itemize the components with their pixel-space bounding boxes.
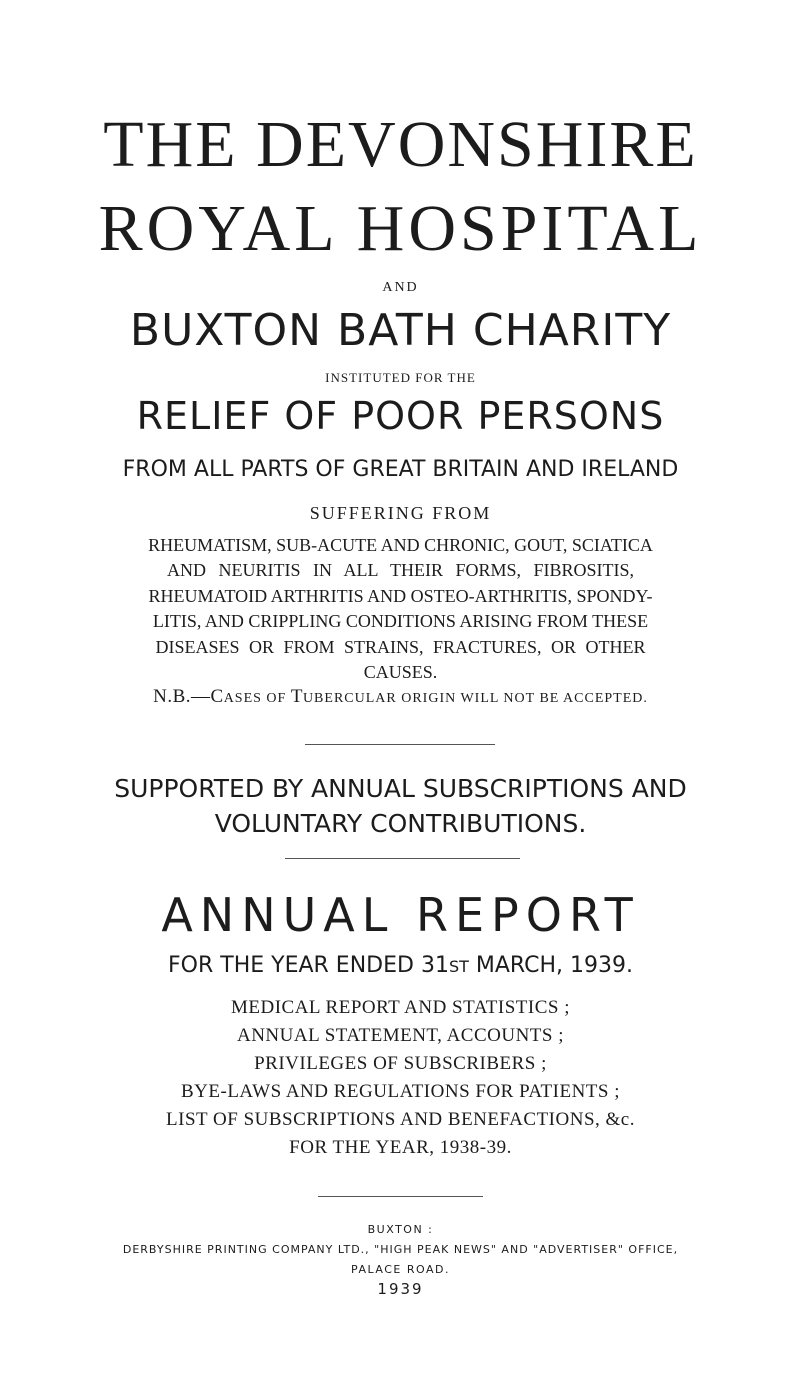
annual-report-heading: ANNUAL REPORT bbox=[161, 888, 640, 942]
and-word: AND bbox=[382, 280, 419, 295]
nb-note bbox=[0, 685, 801, 711]
year-ordinal-suffix: ST bbox=[448, 957, 469, 976]
year-text-end: MARCH, 1939. bbox=[468, 953, 633, 978]
conditions-line: CAUSES. bbox=[363, 662, 438, 682]
nb-cases-initial: C bbox=[210, 686, 224, 707]
nb-tubercular-rest: UBERCULAR ORIGIN WILL NOT BE ACCEPTED. bbox=[302, 691, 648, 706]
imprint-year: 1939 bbox=[377, 1280, 424, 1298]
divider-rule bbox=[305, 744, 495, 745]
contents-line: ANNUAL STATEMENT, ACCOUNTS ; bbox=[236, 1025, 565, 1046]
divider-rule bbox=[318, 1196, 483, 1197]
conditions-line: RHEUMATISM, SUB-ACUTE AND CHRONIC, GOUT, SCIATICA bbox=[148, 535, 653, 555]
year-ended-line bbox=[0, 952, 801, 981]
title-line-1: THE DEVONSHIRE bbox=[103, 108, 698, 181]
nb-tubercular-initial: T bbox=[290, 686, 303, 707]
imprint-place: BUXTON : bbox=[367, 1223, 434, 1236]
suffering-from: SUFFERING FROM bbox=[309, 503, 492, 523]
relief-heading: RELIEF OF POOR PERSONS bbox=[136, 394, 665, 438]
supported-line: SUPPORTED BY ANNUAL SUBSCRIPTIONS AND bbox=[114, 774, 687, 803]
contents-line: MEDICAL REPORT AND STATISTICS ; bbox=[230, 997, 571, 1018]
divider-rule bbox=[285, 858, 520, 859]
contents-line: LIST OF SUBSCRIPTIONS AND BENEFACTIONS, &c. bbox=[166, 1109, 635, 1130]
contents-line: FOR THE YEAR, 1938-39. bbox=[289, 1137, 512, 1158]
contents-line: BYE-LAWS AND REGULATIONS FOR PATIENTS ; bbox=[181, 1081, 620, 1102]
conditions-line: AND NEURITIS IN ALL THEIR FORMS, FIBROSITIS, bbox=[166, 560, 635, 580]
conditions-line: DISEASES OR FROM STRAINS, FRACTURES, OR OTHER bbox=[155, 637, 646, 657]
nb-cases-rest: ASES OF bbox=[223, 691, 291, 706]
conditions-line: LITIS, AND CRIPPLING CONDITIONS ARISING FROM THESE bbox=[152, 611, 649, 631]
year-text-start: FOR THE YEAR ENDED 31 bbox=[168, 953, 449, 978]
charity-name: BUXTON BATH CHARITY bbox=[129, 305, 672, 356]
imprint-address: PALACE ROAD. bbox=[351, 1263, 450, 1276]
nb-prefix: N.B.— bbox=[153, 686, 211, 707]
supported-line: VOLUNTARY CONTRIBUTIONS. bbox=[214, 809, 587, 838]
conditions-line: RHEUMATOID ARTHRITIS AND OSTEO-ARTHRITIS, SPONDY- bbox=[148, 586, 653, 606]
instituted-for: INSTITUTED FOR THE bbox=[325, 370, 476, 385]
from-all-parts: FROM ALL PARTS OF GREAT BRITAIN AND IRELAND bbox=[122, 457, 679, 482]
imprint-printer: DERBYSHIRE PRINTING COMPANY LTD., "HIGH PEAK NEWS" AND "ADVERTISER" OFFICE, bbox=[122, 1243, 679, 1256]
title-line-2: ROYAL HOSPITAL bbox=[98, 192, 703, 265]
contents-line: PRIVILEGES OF SUBSCRIBERS ; bbox=[254, 1053, 547, 1074]
